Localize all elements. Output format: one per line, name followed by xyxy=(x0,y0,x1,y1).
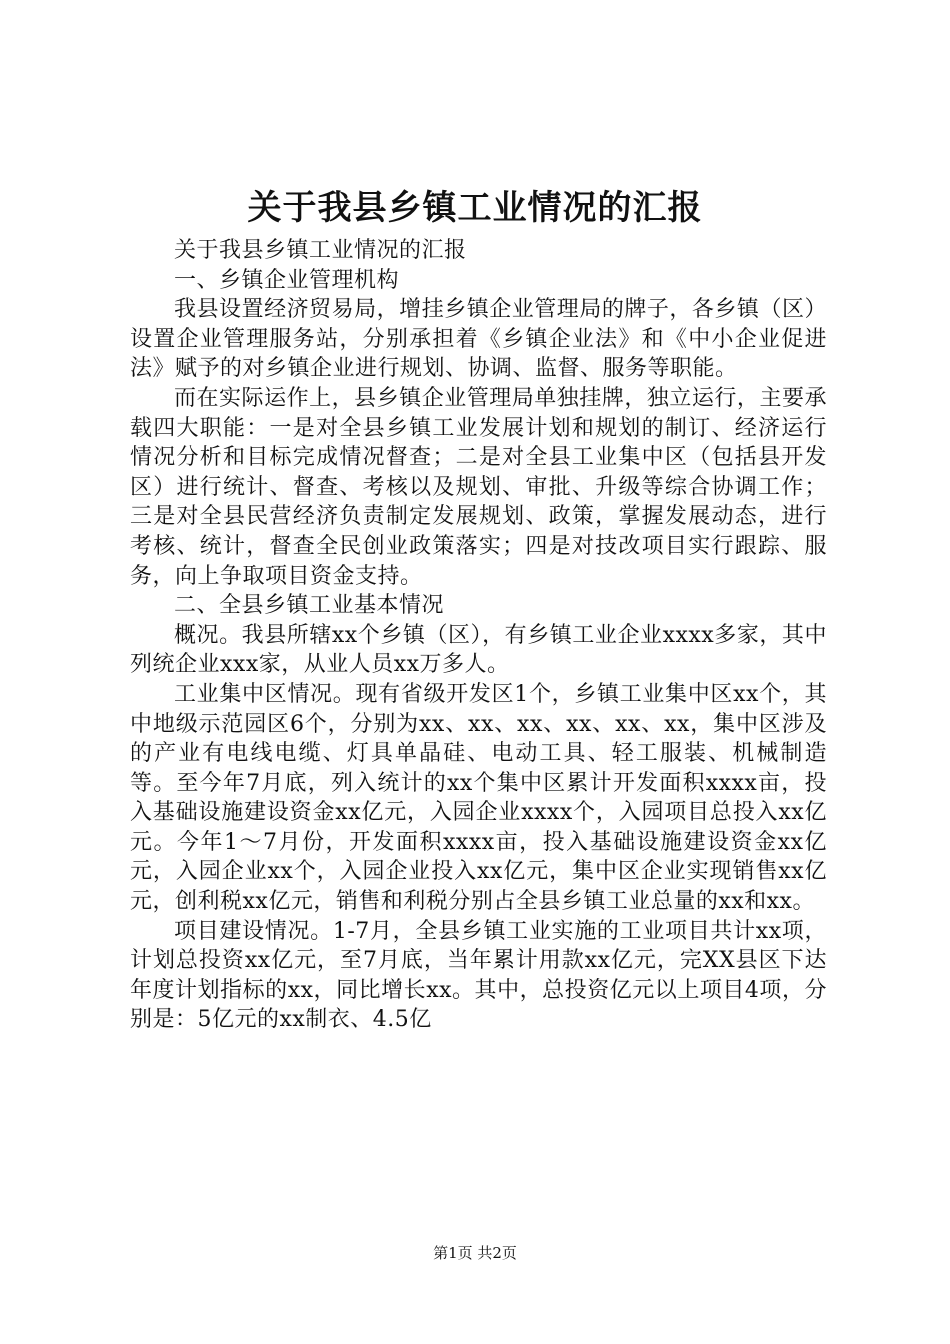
document-body xyxy=(130,236,827,1035)
body-paragraph: 关于我县乡镇工业情况的汇报 xyxy=(174,238,467,263)
page-number-footer: 第1页 共2页 xyxy=(433,1244,517,1262)
section-heading: 一、乡镇企业管理机构 xyxy=(174,267,400,293)
section-heading: 二、全县乡镇工业基本情况 xyxy=(174,593,445,619)
body-paragraph: 工业集中区情况。现有省级开发区1个，乡镇工业集中区xx个，其中地级示范园区6个，分别为xx、xx、xx、xx、xx、xx，集中区涉及的产业有电线电缆、灯具单晶硅、电动工具、轻工服装、机械制造等。至今年7月底，列入统计的xx个集中区累计开发面积xxxx亩，投入基础设施建设资金xx亿元，入园企业xxxx个，入园项目总投入xx亿元。今年1～7月份，开发面积xxxx亩，投入基础设施建设资金xx亿元，入园企业xx个，入园企业投入xx亿元，集中区企业实现销售xx亿元，创利税xx亿元，销售和利税分别占全县乡镇工业总量的xx和xx。 xyxy=(130,681,827,915)
body-paragraph: 我县设置经济贸易局，增挂乡镇企业管理局的牌子，各乡镇（区）设置企业管理服务站，分别承担着《乡镇企业法》和《中小企业促进法》赋予的对乡镇企业进行规划、协调、监督、服务等职能。 xyxy=(130,297,827,382)
body-paragraph: 概况。我县所辖xx个乡镇（区），有乡镇工业企业xxxx多家，其中列统企业xxx家，从业人员xx万多人。 xyxy=(130,622,827,678)
document-title: 关于我县乡镇工业情况的汇报 xyxy=(247,188,703,228)
body-paragraph: 项目建设情况。1-7月，全县乡镇工业实施的工业项目共计xx项，计划总投资xx亿元，至7月底，当年累计用款xx亿元，完XX县区下达年度计划指标的xx，同比增长xx。其中，总投资亿元以上项目4项，分别是：5亿元的xx制衣、4.5亿 xyxy=(130,918,827,1033)
body-paragraph: 而在实际运作上，县乡镇企业管理局单独挂牌，独立运行，主要承载四大职能：一是对全县乡镇工业发展计划和规划的制订、经济运行情况分析和目标完成情况督查；二是对全县工业集中区（包括县开发区）进行统计、督查、考核以及规划、审批、升级等综合协调工作；三是对全县民营经济负责制定发展规划、政策，掌握发展动态，进行考核、统计，督查全民创业政策落实；四是对技改项目实行跟踪、服务，向上争取项目资金支持。 xyxy=(130,385,827,589)
